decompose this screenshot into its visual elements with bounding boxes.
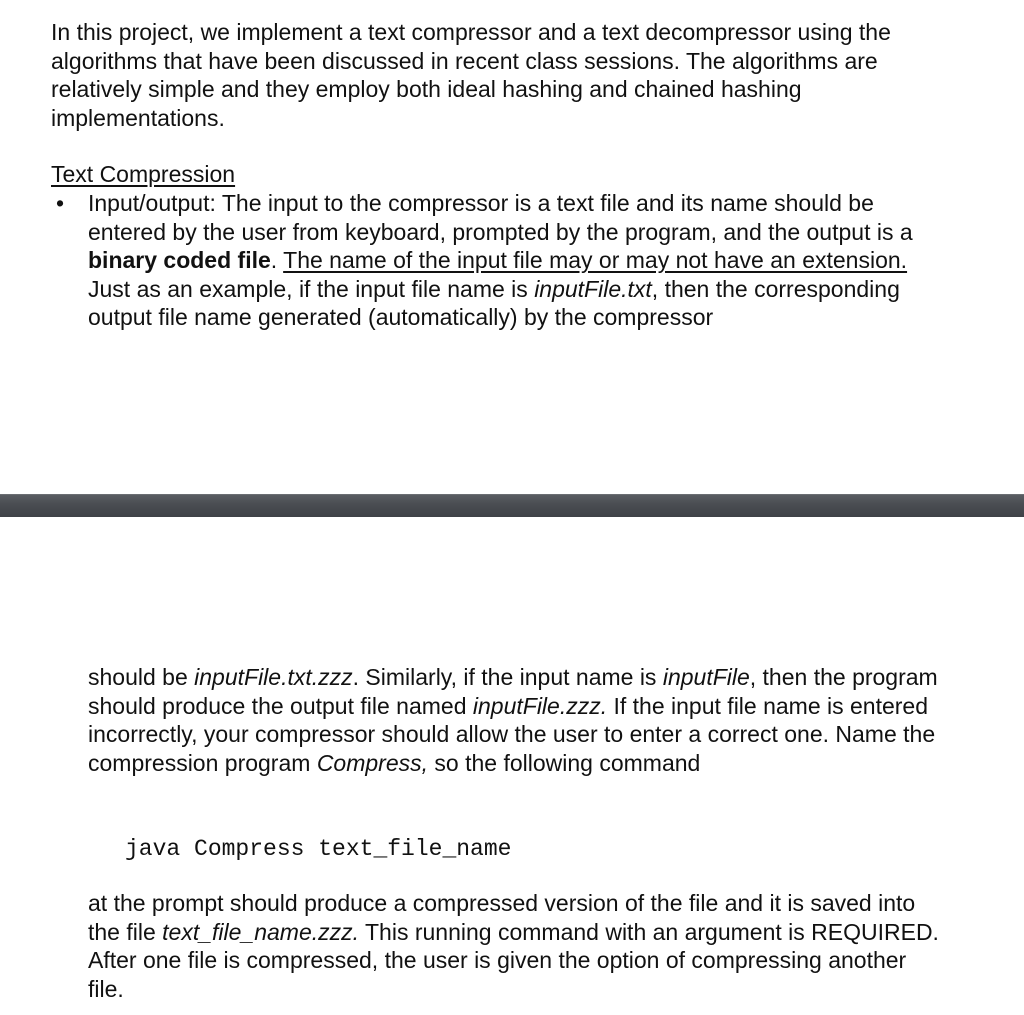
cont-text-1: should be	[88, 664, 195, 690]
cont-italic-2: inputFile	[662, 664, 750, 690]
final-text-2: This running command with an argument is REQUIRED. After one file is compressed, the user is given the option of compressing another file.	[88, 918, 939, 1002]
document-page-bottom	[0, 517, 1024, 1015]
cont-italic-3: inputFile.zzz.	[472, 692, 608, 719]
bullet-italic-example: inputFile.txt	[534, 275, 652, 302]
cont-text-5: so the following command	[428, 749, 701, 776]
bullet-marker: •	[56, 190, 65, 216]
bullet-text-part2: .	[270, 247, 284, 273]
continuation-paragraph	[88, 663, 948, 777]
bullet-input-output	[88, 189, 948, 332]
final-text-1: at the prompt should produce a compressed version of the file and it is saved into the file	[88, 890, 916, 945]
cont-text-4: If the input file name is entered incorrectly, your compressor should allow the user to enter a correct one. Name the compression program	[88, 692, 936, 776]
cont-italic-4: Compress,	[316, 749, 429, 776]
bullet-underlined-note: The name of the input file may or may not have an extension.	[283, 247, 908, 273]
command-example: java Compress text_file_name	[125, 836, 512, 862]
cont-italic-1: inputFile.txt.zzz	[194, 664, 353, 690]
cont-text-3: , then the program should produce the output file named	[88, 664, 938, 719]
bullet-text-part3: Just as an example, if the input file name is	[88, 275, 535, 302]
intro-paragraph: In this project, we implement a text compressor and a text decompressor using the algorithms that have been discussed in recent class sessions. The algorithms are relatively simple and they employ both ideal hashing and chained hashing implementations.	[51, 19, 891, 131]
bullet-text-part4: , then the corresponding output file name generated (automatically) by the compressor	[88, 275, 900, 330]
final-paragraph	[88, 889, 948, 1003]
document-page-top	[0, 0, 1024, 494]
bullet-text-part1: Input/output: The input to the compressor is a text file and its name should be entered by the user from keyboard, prompted by the program, and the output is a	[88, 190, 913, 245]
page-divider	[0, 494, 1024, 518]
bullet-bold-binary-coded-file: binary coded file	[88, 247, 271, 273]
cont-text-2: . Similarly, if the input name is	[352, 664, 663, 690]
section-heading-text-compression: Text Compression	[51, 161, 236, 187]
final-italic-1: text_file_name.zzz.	[162, 918, 360, 945]
